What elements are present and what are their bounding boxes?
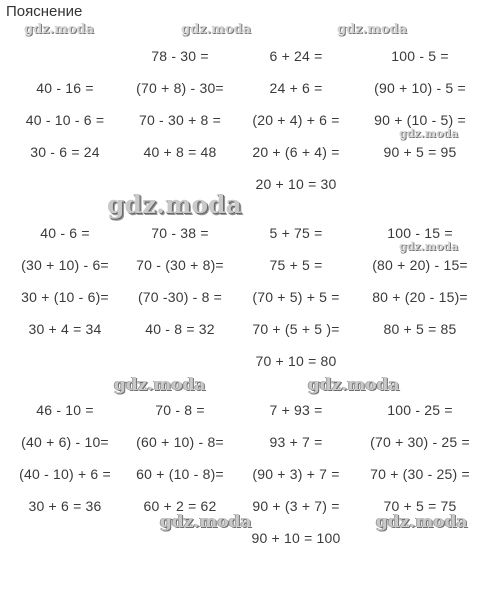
watermark: gdz.moda bbox=[399, 240, 459, 253]
watermark: gdz.moda bbox=[114, 375, 206, 395]
equation: (60 + 10) - 8= bbox=[136, 434, 224, 450]
equation: 70 - 8 = bbox=[155, 402, 205, 418]
equation: (40 - 10) + 6 = bbox=[19, 466, 111, 482]
equation: 93 + 7 = bbox=[269, 434, 323, 450]
equation: 70 + (5 + 5 )= bbox=[252, 321, 340, 337]
equation: 7 + 93 = bbox=[269, 402, 323, 418]
equation: 30 + (10 - 6)= bbox=[21, 289, 109, 305]
equation: 20 + (6 + 4) = bbox=[252, 144, 340, 160]
watermark: gdz.moda bbox=[399, 127, 459, 140]
equation: 75 + 5 = bbox=[269, 257, 323, 273]
equation: 80 + 5 = 85 bbox=[383, 321, 457, 337]
equation: 80 + (20 - 15)= bbox=[372, 289, 468, 305]
equation: 46 - 10 = bbox=[36, 402, 94, 418]
watermark: gdz.moda bbox=[107, 190, 242, 219]
watermark: gdz.moda bbox=[181, 22, 252, 37]
equation: (90 + 10) - 5 = bbox=[374, 80, 466, 96]
equation: 40 - 8 = 32 bbox=[145, 321, 215, 337]
equation: 30 + 6 = 36 bbox=[28, 498, 102, 514]
equation: 70 + 5 = 75 bbox=[383, 498, 457, 514]
equation: 30 + 4 = 34 bbox=[28, 321, 102, 337]
equation: 90 + 10 = 100 bbox=[251, 530, 341, 546]
equation: (80 + 20) - 15= bbox=[372, 257, 468, 273]
equation: (70 -30) - 8 = bbox=[137, 289, 223, 305]
equation: (70 + 5) + 5 = bbox=[252, 289, 340, 305]
equation: 78 - 30 = bbox=[151, 48, 209, 64]
equation: (90 + 3) + 7 = bbox=[252, 466, 340, 482]
equation: 40 - 10 - 6 = bbox=[25, 112, 105, 128]
watermark: gdz.moda bbox=[160, 512, 252, 532]
equation: 90 + (10 - 5) = bbox=[374, 112, 466, 128]
watermark: gdz.moda bbox=[376, 512, 468, 532]
equation: (20 + 4) + 6 = bbox=[252, 112, 340, 128]
equation: 90 + (3 + 7) = bbox=[252, 498, 340, 514]
equation: 20 + 10 = 30 bbox=[255, 176, 337, 192]
equation: 60 + (10 - 8)= bbox=[136, 466, 224, 482]
equation: 40 + 8 = 48 bbox=[143, 144, 217, 160]
equation: 70 - 30 + 8 = bbox=[139, 112, 221, 128]
watermark: gdz.moda bbox=[337, 22, 408, 37]
watermark: gdz.moda bbox=[308, 375, 400, 395]
equation: 24 + 6 = bbox=[269, 80, 323, 96]
page-title: Пояснение bbox=[6, 3, 83, 20]
equation: 70 + 10 = 80 bbox=[255, 353, 337, 369]
equation: 90 + 5 = 95 bbox=[383, 144, 457, 160]
equation: 60 + 2 = 62 bbox=[143, 498, 217, 514]
equation: 100 - 15 = bbox=[387, 225, 453, 241]
equation: 40 - 16 = bbox=[36, 80, 94, 96]
equation: 30 - 6 = 24 bbox=[30, 144, 100, 160]
watermark: gdz.moda bbox=[24, 22, 95, 37]
equation: 40 - 6 = bbox=[40, 225, 90, 241]
equation: (70 + 30) - 25 = bbox=[370, 434, 470, 450]
equation: (40 + 6) - 10= bbox=[21, 434, 109, 450]
equation: (70 + 8) - 30= bbox=[136, 80, 224, 96]
equation: 70 + (30 - 25) = bbox=[370, 466, 470, 482]
equation: 100 - 5 = bbox=[391, 48, 449, 64]
equation: 5 + 75 = bbox=[269, 225, 323, 241]
equation: (30 + 10) - 6= bbox=[21, 257, 109, 273]
equation: 70 - (30 + 8)= bbox=[136, 257, 224, 273]
equation: 70 - 38 = bbox=[151, 225, 209, 241]
equation: 100 - 25 = bbox=[387, 402, 453, 418]
equation: 6 + 24 = bbox=[269, 48, 323, 64]
